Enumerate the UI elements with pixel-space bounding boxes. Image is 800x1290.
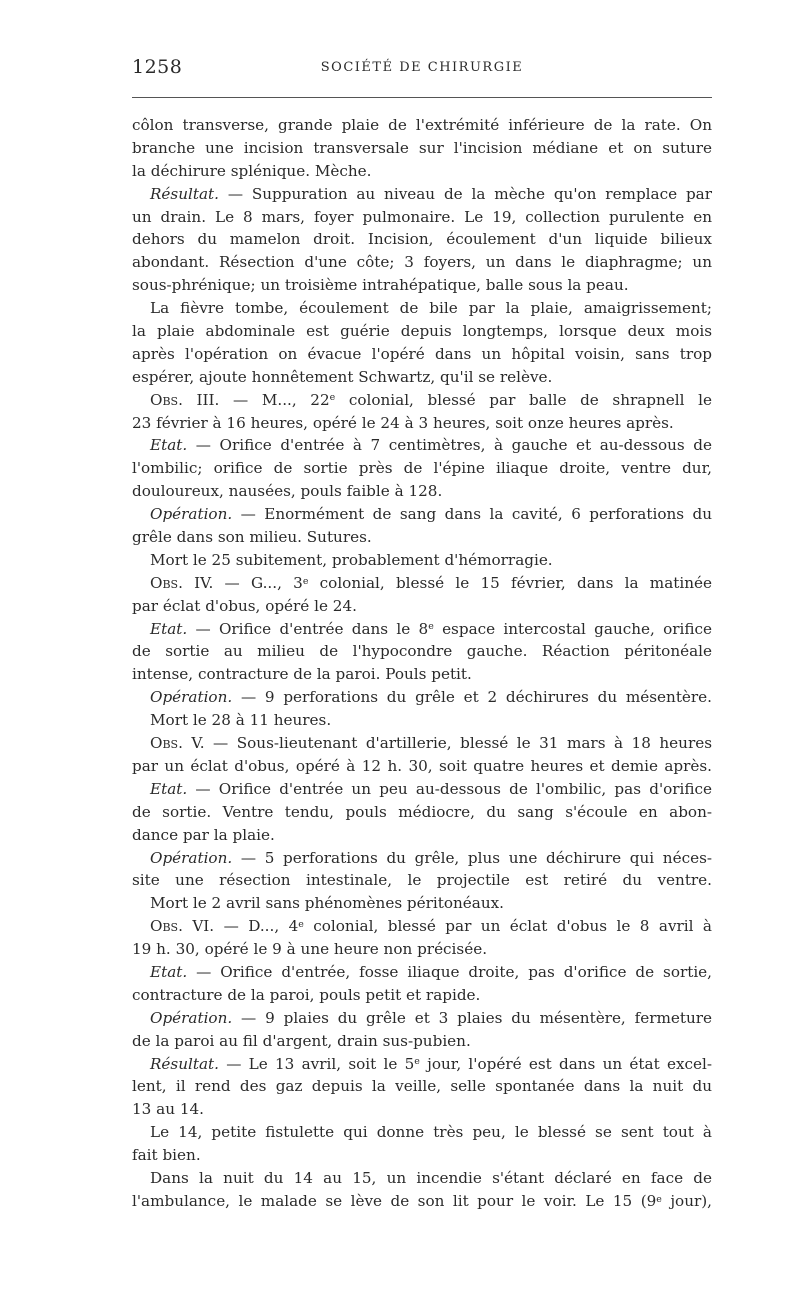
text-line: abondant. Résection d'une côte; 3 foyers, un dans le diaphragme; un	[132, 253, 712, 272]
text-line: dehors du mamelon droit. Incision, écoulement d'un liquide bilieux	[132, 230, 712, 249]
text-line: lent, il rend des gaz depuis la veille, selle spontanée dans la nuit du	[132, 1077, 712, 1096]
text-line: un drain. Le 8 mars, foyer pulmonaire. Le 19, collection purulente en	[132, 207, 712, 226]
text-line: la plaie abdominale est guérie depuis longtemps, lorsque deux mois	[132, 322, 712, 341]
text-line: douloureux, nausées, pouls faible à 128.	[132, 482, 443, 501]
text-line: Dans la nuit du 14 au 15, un incendie s'étant déclaré en face de	[150, 1168, 712, 1187]
running-title: SOCIÉTÉ DE CHIRURGIE	[320, 60, 524, 75]
text-line: Mort le 28 à 11 heures.	[150, 711, 332, 730]
text-line: Etat. — Orifice d'entrée à 7 centimètres, à gauche et au-dessous de	[150, 436, 712, 455]
section-label: Opération.	[150, 848, 233, 867]
text-line: dance par la plaie.	[132, 825, 275, 844]
text-line: Etat. — Orifice d'entrée dans le 8e espace intercostal gauche, orifice	[150, 619, 713, 638]
text-line: par un éclat d'obus, opéré à 12 h. 30, soit quatre heures et demie après.	[132, 756, 712, 775]
text-line: Opération. — 9 perforations du grêle et 2 déchirures du mésentère.	[150, 688, 712, 707]
text-line: branche une incision transversale sur l'incision médiane et on suture	[132, 138, 712, 157]
text-line: site une résection intestinale, le projectile est retiré du ventre.	[132, 871, 712, 890]
text-line: Obs. VI. — D..., 4e colonial, blessé par un éclat d'obus le 8 avril à	[150, 917, 712, 936]
text-line: Obs. III. — M..., 22e colonial, blessé par balle de shrapnell le	[150, 390, 712, 409]
text-line: Le 14, petite fistulette qui donne très peu, le blessé se sent tout à	[150, 1123, 712, 1142]
text-line: La fièvre tombe, écoulement de bile par la plaie, amaigrissement;	[150, 299, 712, 318]
page-header	[132, 56, 712, 84]
observation-label: Obs. IV.	[150, 573, 214, 592]
observation-label: Obs. III.	[150, 390, 220, 409]
text-line: Opération. — 9 plaies du grêle et 3 plaies du mésentère, fermeture	[150, 1008, 712, 1027]
section-label: Résultat.	[150, 184, 219, 203]
section-label: Etat.	[150, 619, 188, 638]
text-line: Résultat. — Suppuration au niveau de la mèche qu'on remplace par	[150, 184, 712, 203]
section-label: Opération.	[150, 688, 233, 707]
section-label: Opération.	[150, 1008, 233, 1027]
text-line: de sortie. Ventre tendu, pouls médiocre, du sang s'écoule en abon-	[132, 802, 712, 821]
text-line: 13 au 14.	[132, 1100, 204, 1119]
text-line: Opération. — 5 perforations du grêle, plus une déchirure qui néces-	[150, 848, 712, 867]
text-line: Obs. IV. — G..., 3e colonial, blessé le 15 février, dans la matinée	[150, 573, 712, 592]
text-line: grêle dans son milieu. Sutures.	[132, 528, 372, 547]
body-text	[132, 114, 712, 1213]
observation-label: Obs. V.	[150, 734, 205, 753]
section-label: Etat.	[150, 436, 188, 455]
page-number: 1258	[132, 56, 183, 78]
text-line: côlon transverse, grande plaie de l'extrémité inférieure de la rate. On	[132, 116, 712, 134]
text-line: fait bien.	[132, 1146, 201, 1165]
text-line: Résultat. — Le 13 avril, soit le 5e jour, l'opéré est dans un état excel-	[150, 1054, 712, 1073]
text-line: de sortie au milieu de l'hypocondre gauche. Réaction péritonéale	[132, 642, 712, 661]
text-line: l'ombilic; orifice de sortie près de l'épine iliaque droite, ventre dur,	[132, 459, 712, 478]
section-label: Etat.	[150, 962, 188, 981]
text-line: Obs. V. — Sous-lieutenant d'artillerie, blessé le 31 mars à 18 heures	[150, 734, 712, 753]
text-line: de la paroi au fil d'argent, drain sus-pubien.	[132, 1031, 471, 1050]
text-line: l'ambulance, le malade se lève de son lit pour le voir. Le 15 (9e jour),	[132, 1191, 712, 1210]
text-line: intense, contracture de la paroi. Pouls petit.	[132, 665, 472, 684]
text-line: sous-phrénique; un troisième intrahépatique, balle sous la peau.	[132, 276, 629, 295]
text-line: Etat. — Orifice d'entrée un peu au-dessous de l'ombilic, pas d'orifice	[150, 779, 712, 798]
text-line: Etat. — Orifice d'entrée, fosse iliaque droite, pas d'orifice de sortie,	[150, 962, 712, 981]
section-label: Résultat.	[150, 1054, 219, 1073]
section-label: Etat.	[150, 779, 188, 798]
text-line: Opération. — Enormément de sang dans la cavité, 6 perforations du	[150, 505, 712, 524]
text-line: par éclat d'obus, opéré le 24.	[132, 596, 357, 615]
text-line: Mort le 2 avril sans phénomènes péritonéaux.	[150, 894, 505, 913]
text-line: espérer, ajoute honnêtement Schwartz, qu'il se relève.	[132, 367, 553, 386]
observation-label: Obs. VI.	[150, 917, 215, 936]
text-line: contracture de la paroi, pouls petit et rapide.	[132, 985, 481, 1004]
text-line: Mort le 25 subitement, probablement d'hémorragie.	[150, 550, 553, 569]
section-label: Opération.	[150, 505, 233, 524]
text-line: la déchirure splénique. Mèche.	[132, 161, 372, 180]
text-line: après l'opération on évacue l'opéré dans un hôpital voisin, sans trop	[132, 344, 712, 363]
text-line: 23 février à 16 heures, opéré le 24 à 3 heures, soit onze heures après.	[132, 413, 674, 432]
header-rule	[132, 97, 712, 98]
text-line: 19 h. 30, opéré le 9 à une heure non précisée.	[132, 940, 488, 959]
